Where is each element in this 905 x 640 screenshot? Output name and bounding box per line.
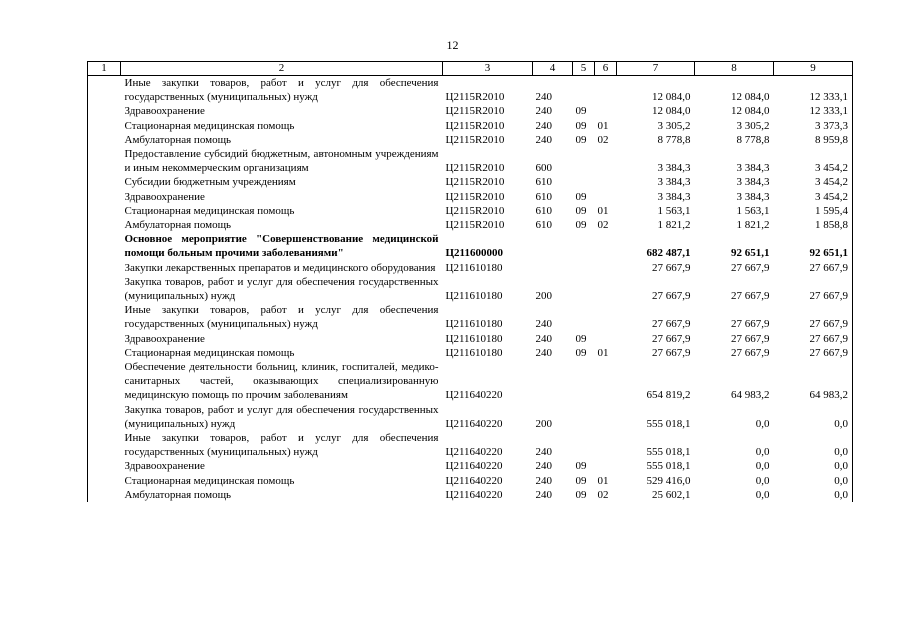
column-header-6: 6 <box>595 62 617 76</box>
row-code: Ц2115R2010 <box>445 190 505 203</box>
row-value-col9: 0,0 <box>774 474 853 488</box>
row-value-col9: 12 333,1 <box>774 76 853 105</box>
table-row <box>88 459 853 473</box>
row-value-col8: 12 084,0 <box>731 91 770 104</box>
row-cell-empty <box>88 190 121 204</box>
row-cell-empty <box>88 403 121 431</box>
row-section <box>573 232 595 260</box>
row-section <box>573 360 595 403</box>
row-expense-type: 610 <box>535 176 552 189</box>
row-value-col8: 0,0 <box>755 474 770 487</box>
table-row <box>88 261 853 275</box>
row-name: Стационарная медицинская помощь <box>124 474 295 487</box>
table-body <box>88 76 853 503</box>
row-section: 09 <box>575 474 587 487</box>
table-row <box>88 133 853 147</box>
row-value-col9: 3 373,3 <box>774 119 853 133</box>
row-expense-type: 240 <box>535 346 552 359</box>
row-value-col7: 3 384,3 <box>657 176 691 189</box>
row-cell-empty <box>88 147 121 175</box>
table-row <box>88 488 853 502</box>
row-code: Ц211600000 <box>445 247 503 260</box>
row-value-col8: 12 084,0 <box>731 105 770 118</box>
row-value-col9: 0,0 <box>774 403 853 431</box>
row-value-col7: 555 018,1 <box>646 446 691 459</box>
row-section <box>573 403 595 431</box>
table-row <box>88 403 853 431</box>
row-value-col9: 27 667,9 <box>774 346 853 360</box>
row-expense-type: 200 <box>535 417 552 430</box>
row-cell-empty <box>88 303 121 331</box>
row-value-col7: 27 667,9 <box>652 346 691 359</box>
row-value-col8: 27 667,9 <box>731 261 770 274</box>
row-value-col9: 27 667,9 <box>774 303 853 331</box>
row-subsection <box>595 431 617 459</box>
row-cell-empty <box>88 360 121 403</box>
row-value-col9: 1 595,4 <box>774 204 853 218</box>
row-value-col8: 3 305,2 <box>736 119 770 132</box>
row-name: Субсидии бюджетным учреждениям <box>124 176 296 189</box>
row-name: Амбулаторная помощь <box>124 219 232 232</box>
row-subsection <box>595 403 617 431</box>
row-value-col9: 3 454,2 <box>774 147 853 175</box>
row-value-col7: 682 487,1 <box>646 247 691 260</box>
row-section: 09 <box>575 133 587 146</box>
table-row <box>88 190 853 204</box>
row-section: 09 <box>575 346 587 359</box>
row-cell-empty <box>88 332 121 346</box>
row-value-col8: 3 384,3 <box>736 162 770 175</box>
row-expense-type: 240 <box>535 488 552 501</box>
row-name: Здравоохранение <box>124 332 205 345</box>
row-value-col7: 1 821,2 <box>657 219 691 232</box>
table-row <box>88 104 853 118</box>
row-cell-empty <box>88 119 121 133</box>
row-code: Ц211640220 <box>445 417 503 430</box>
row-cell-empty <box>88 275 121 303</box>
row-cell-empty <box>88 218 121 232</box>
row-value-col8: 8 778,8 <box>736 133 770 146</box>
row-value-col8: 3 384,3 <box>736 190 770 203</box>
row-expense-type: 240 <box>535 446 552 459</box>
column-header-5: 5 <box>573 62 595 76</box>
row-code: Ц2115R2010 <box>445 204 505 217</box>
row-value-col7: 1 563,1 <box>657 204 691 217</box>
row-cell-empty <box>88 346 121 360</box>
row-cell-empty <box>88 261 121 275</box>
row-section: 09 <box>575 460 587 473</box>
row-value-col9: 12 333,1 <box>774 104 853 118</box>
row-value-col9: 8 959,8 <box>774 133 853 147</box>
row-value-col9: 92 651,1 <box>774 232 853 260</box>
row-value-col8: 27 667,9 <box>731 332 770 345</box>
row-code: Ц211610180 <box>445 290 503 303</box>
row-section: 09 <box>575 119 587 132</box>
row-expense-type: 600 <box>535 162 552 175</box>
row-subsection: 01 <box>597 204 609 217</box>
row-section: 09 <box>575 488 587 501</box>
row-value-col9: 3 454,2 <box>774 175 853 189</box>
row-value-col9: 1 858,8 <box>774 218 853 232</box>
row-section <box>573 275 595 303</box>
row-cell-empty <box>88 104 121 118</box>
row-value-col9: 0,0 <box>774 459 853 473</box>
row-value-col8: 27 667,9 <box>731 290 770 303</box>
row-subsection <box>595 360 617 403</box>
row-code: Ц211640220 <box>445 488 503 501</box>
row-value-col7: 27 667,9 <box>652 332 691 345</box>
row-section: 09 <box>575 219 587 232</box>
row-expense-type <box>533 261 573 275</box>
row-subsection: 02 <box>597 488 609 501</box>
column-header-8: 8 <box>695 62 774 76</box>
row-value-col7: 3 384,3 <box>657 190 691 203</box>
row-expense-type: 240 <box>535 91 552 104</box>
row-value-col7: 12 084,0 <box>652 105 691 118</box>
row-subsection <box>595 104 617 118</box>
row-code: Ц211640220 <box>445 446 503 459</box>
row-value-col8: 27 667,9 <box>731 318 770 331</box>
row-name: Амбулаторная помощь <box>124 133 232 146</box>
row-subsection: 01 <box>597 119 609 132</box>
row-subsection: 02 <box>597 133 609 146</box>
row-value-col8: 0,0 <box>755 488 770 501</box>
row-name: Основное мероприятие "Совершенствование медицинской помощи больным прочими заболеваниями" <box>124 233 439 260</box>
row-subsection: 02 <box>597 219 609 232</box>
row-subsection: 01 <box>597 346 609 359</box>
table-row <box>88 232 853 260</box>
row-cell-empty <box>88 488 121 502</box>
row-section <box>573 147 595 175</box>
row-expense-type: 240 <box>535 332 552 345</box>
row-value-col7: 529 416,0 <box>646 474 691 487</box>
row-value-col7: 12 084,0 <box>652 91 691 104</box>
row-subsection <box>595 332 617 346</box>
row-name: Амбулаторная помощь <box>124 488 232 501</box>
row-value-col8: 64 983,2 <box>731 389 770 402</box>
row-value-col9: 27 667,9 <box>774 332 853 346</box>
row-code: Ц2115R2010 <box>445 176 505 189</box>
table-row <box>88 346 853 360</box>
row-cell-empty <box>88 76 121 105</box>
row-name: Иные закупки товаров, работ и услуг для обеспечения государственных (муниципальных) нужд <box>124 432 439 459</box>
table-row <box>88 275 853 303</box>
row-expense-type: 610 <box>535 190 552 203</box>
row-section <box>573 175 595 189</box>
row-value-col9: 27 667,9 <box>774 275 853 303</box>
row-name: Закупка товаров, работ и услуг для обеспечения государственных (муниципальных) нужд <box>124 275 439 303</box>
row-value-col7: 3 384,3 <box>657 162 691 175</box>
row-value-col8: 27 667,9 <box>731 346 770 359</box>
row-section <box>573 261 595 275</box>
table-row <box>88 175 853 189</box>
row-code: Ц2115R2010 <box>445 219 505 232</box>
row-value-col7: 3 305,2 <box>657 119 691 132</box>
row-value-col7: 654 819,2 <box>646 389 691 402</box>
row-name: Здравоохранение <box>124 105 205 118</box>
row-subsection <box>595 261 617 275</box>
row-value-col9: 27 667,9 <box>774 261 853 275</box>
row-name: Стационарная медицинская помощь <box>124 346 295 359</box>
row-cell-empty <box>88 175 121 189</box>
row-value-col8: 1 821,2 <box>736 219 770 232</box>
row-cell-empty <box>88 474 121 488</box>
row-name: Иные закупки товаров, работ и услуг для обеспечения государственных (муниципальных) нужд <box>124 77 439 104</box>
table-row <box>88 474 853 488</box>
row-expense-type: 240 <box>535 119 552 132</box>
table-row <box>88 147 853 175</box>
row-value-col8: 92 651,1 <box>731 247 770 260</box>
row-value-col7: 25 602,1 <box>652 488 691 501</box>
row-expense-type: 240 <box>535 133 552 146</box>
row-code: Ц2115R2010 <box>445 105 505 118</box>
column-header-4: 4 <box>533 62 573 76</box>
row-name: Закупка товаров, работ и услуг для обеспечения государственных (муниципальных) нужд <box>124 403 439 430</box>
row-subsection <box>595 459 617 473</box>
row-value-col8: 1 563,1 <box>736 204 770 217</box>
page-number: 12 <box>446 38 459 52</box>
row-name: Стационарная медицинская помощь <box>124 204 295 217</box>
row-code: Ц211640220 <box>445 460 503 473</box>
row-value-col9: 0,0 <box>774 431 853 459</box>
row-code: Ц211610180 <box>445 332 503 345</box>
row-expense-type: 610 <box>535 219 552 232</box>
row-code: Ц2115R2010 <box>445 91 505 104</box>
row-expense-type: 240 <box>535 460 552 473</box>
row-expense-type <box>533 360 573 403</box>
row-section: 09 <box>575 332 587 345</box>
row-name: Закупки лекарственных препаратов и медицинского оборудования <box>124 261 436 274</box>
row-value-col8: 0,0 <box>755 417 770 430</box>
table-row <box>88 218 853 232</box>
row-code: Ц211640220 <box>445 389 503 402</box>
row-value-col9: 0,0 <box>774 488 853 502</box>
row-value-col8: 3 384,3 <box>736 176 770 189</box>
row-expense-type: 610 <box>535 204 552 217</box>
row-section: 09 <box>575 190 587 203</box>
row-name: Здравоохранение <box>124 190 205 203</box>
table-row <box>88 332 853 346</box>
table-row <box>88 431 853 459</box>
row-expense-type: 240 <box>535 474 552 487</box>
row-code: Ц211610180 <box>445 346 503 359</box>
column-header-9: 9 <box>774 62 853 76</box>
row-cell-empty <box>88 431 121 459</box>
row-name: Обеспечение деятельности больниц, клиник, госпиталей, медико-санитарных частей, оказывающих специализированную медицинскую помощь по прочим заболеваниям <box>124 361 439 402</box>
row-section: 09 <box>575 204 587 217</box>
row-code: Ц2115R2010 <box>445 119 505 132</box>
table-row <box>88 303 853 331</box>
row-cell-empty <box>88 459 121 473</box>
row-subsection <box>595 190 617 204</box>
row-code: Ц211640220 <box>445 474 503 487</box>
row-value-col7: 27 667,9 <box>652 290 691 303</box>
row-code: Ц2115R2010 <box>445 162 505 175</box>
row-code: Ц211610180 <box>445 261 503 274</box>
row-cell-empty <box>88 204 121 218</box>
row-name: Стационарная медицинская помощь <box>124 119 295 132</box>
row-name: Предоставление субсидий бюджетным, автономным учреждениям и иным некоммерческим организациям <box>124 148 439 175</box>
row-subsection <box>595 175 617 189</box>
row-value-col7: 8 778,8 <box>657 133 691 146</box>
budget-table <box>87 61 853 502</box>
row-cell-empty <box>88 232 121 260</box>
row-value-col8: 0,0 <box>755 460 770 473</box>
row-subsection <box>595 303 617 331</box>
column-header-1: 1 <box>88 62 121 76</box>
table-row <box>88 119 853 133</box>
row-value-col7: 27 667,9 <box>652 261 691 274</box>
row-subsection <box>595 76 617 105</box>
row-subsection: 01 <box>597 474 609 487</box>
row-expense-type: 240 <box>535 105 552 118</box>
row-value-col7: 555 018,1 <box>646 417 691 430</box>
row-section <box>573 76 595 105</box>
row-value-col7: 555 018,1 <box>646 460 691 473</box>
row-expense-type: 200 <box>535 290 552 303</box>
row-value-col7: 27 667,9 <box>652 318 691 331</box>
row-code: Ц2115R2010 <box>445 133 505 146</box>
table-row <box>88 76 853 105</box>
row-section <box>573 303 595 331</box>
row-subsection <box>595 275 617 303</box>
row-value-col8: 0,0 <box>755 446 770 459</box>
row-expense-type <box>533 232 573 260</box>
column-header-7: 7 <box>617 62 695 76</box>
row-section: 09 <box>575 105 587 118</box>
header-row <box>88 62 853 76</box>
row-name: Иные закупки товаров, работ и услуг для обеспечения государственных (муниципальных) нужд <box>124 304 439 331</box>
row-value-col9: 3 454,2 <box>774 190 853 204</box>
row-value-col9: 64 983,2 <box>774 360 853 403</box>
row-name: Здравоохранение <box>124 460 205 473</box>
table-row <box>88 360 853 403</box>
row-code: Ц211610180 <box>445 318 503 331</box>
row-expense-type: 240 <box>535 318 552 331</box>
row-subsection <box>595 147 617 175</box>
column-header-3: 3 <box>443 62 533 76</box>
row-cell-empty <box>88 133 121 147</box>
table-row <box>88 204 853 218</box>
row-section <box>573 431 595 459</box>
row-subsection <box>595 232 617 260</box>
column-header-2: 2 <box>121 62 443 76</box>
